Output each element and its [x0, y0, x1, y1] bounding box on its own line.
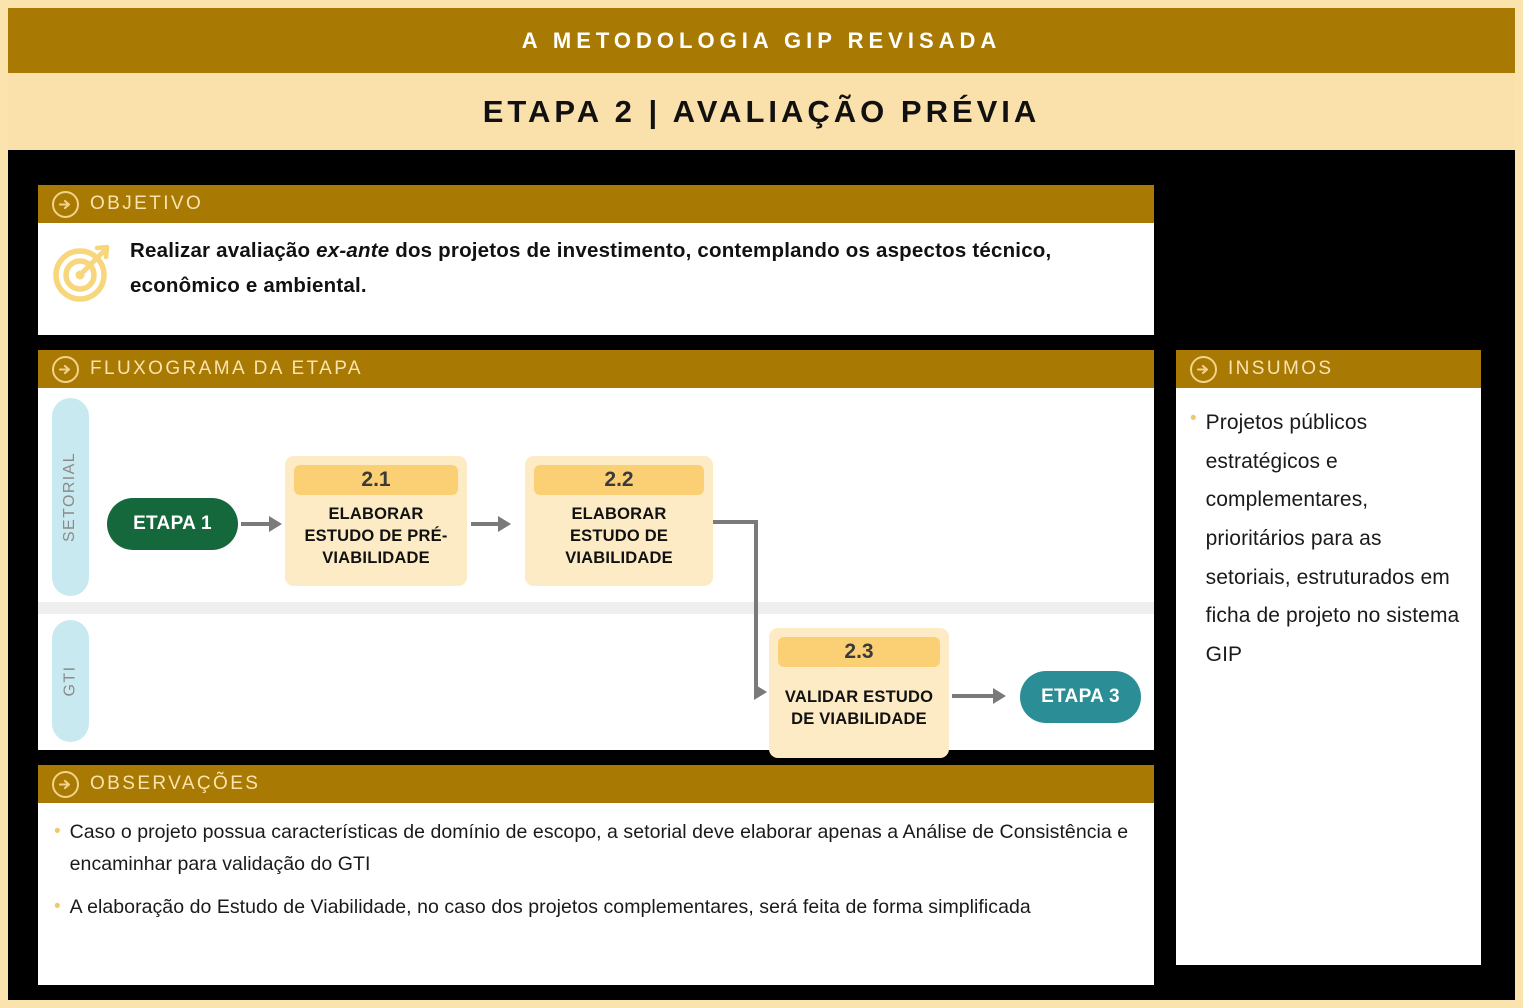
connector-22-to-23-vertical: [754, 520, 758, 694]
bullet-icon: •: [54, 896, 61, 918]
objetivo-body: [38, 223, 1154, 308]
objetivo-text: [130, 233, 1136, 304]
flow-task-2-2-label: ELABORAR ESTUDO DE VIABILIDADE: [565, 504, 673, 568]
target-icon: [52, 241, 114, 308]
list-item: [54, 817, 1134, 880]
lane-divider: [38, 602, 1154, 614]
flow-task-2-1-number: 2.1: [294, 465, 458, 495]
flow-task-2-1-label: ELABORAR ESTUDO DE PRÉ-VIABILIDADE: [304, 504, 448, 568]
stage-title: ETAPA 2 | AVALIAÇÃO PRÉVIA: [482, 93, 1041, 129]
fluxograma-card: [38, 350, 1154, 750]
arrow-right-circle-icon: [52, 771, 79, 798]
connector-22-to-23-horizontal: [713, 520, 758, 524]
objetivo-text-part1: Realizar avaliação: [130, 239, 317, 262]
lane-gti-text: GTI: [61, 665, 79, 697]
flow-task-2-3-number: 2.3: [778, 637, 940, 667]
objetivo-card: [38, 185, 1154, 335]
lane-label-gti: [52, 620, 89, 742]
observacoes-item-text: Caso o projeto possua características de domínio de escopo, a setorial deve elaborar apenas a Análise de Consistência e encaminhar para validação do GTI: [69, 821, 1129, 875]
arrow-head-icon: [754, 684, 767, 700]
flow-diagram: [38, 388, 1154, 750]
flow-node-etapa1-label: ETAPA 1: [133, 513, 212, 534]
flow-task-2-2[interactable]: [525, 456, 713, 586]
arrow-head-icon: [269, 516, 282, 532]
lane-label-setorial: [52, 398, 89, 596]
insumos-list: [1176, 388, 1481, 696]
flow-node-etapa1[interactable]: [107, 498, 238, 550]
bullet-icon: •: [1190, 408, 1197, 429]
arrow-right-circle-icon: [52, 356, 79, 383]
arrow-head-icon: [498, 516, 511, 532]
objetivo-text-part2: dos projetos de investimento, contemplando os aspectos técnico, econômico e ambiental.: [130, 239, 1052, 298]
content-area: [8, 150, 1515, 1000]
observacoes-list: [38, 803, 1154, 946]
observacoes-header-label: OBSERVAÇÕES: [90, 773, 261, 794]
insumos-header: [1176, 350, 1481, 388]
connector-21-to-22: [471, 522, 500, 526]
lane-setorial-text: SETORIAL: [61, 451, 79, 543]
observacoes-header: [38, 765, 1154, 803]
fluxograma-header: [38, 350, 1154, 388]
insumos-item-text: Projetos públicos estratégicos e complementares, prioritários para as setoriais, estruturados em ficha de projeto no sistema GIP: [1205, 411, 1460, 666]
insumos-header-label: INSUMOS: [1228, 358, 1334, 379]
flow-task-2-2-number: 2.2: [534, 465, 704, 495]
fluxograma-header-label: FLUXOGRAMA DA ETAPA: [90, 358, 363, 379]
stage-title-bar: [8, 73, 1515, 150]
objetivo-header: [38, 185, 1154, 223]
flow-task-2-3-label: VALIDAR ESTUDO DE VIABILIDADE: [784, 687, 934, 728]
objetivo-header-label: OBJETIVO: [90, 193, 204, 214]
arrow-right-circle-icon: [52, 191, 79, 218]
flow-node-etapa3-label: ETAPA 3: [1041, 686, 1120, 707]
flow-node-etapa3[interactable]: [1020, 671, 1141, 723]
observacoes-card: [38, 765, 1154, 985]
bullet-icon: •: [54, 821, 61, 842]
list-item: [1190, 404, 1465, 674]
flow-task-2-1[interactable]: [285, 456, 467, 586]
arrow-head-icon: [993, 688, 1006, 704]
list-item: [54, 892, 1134, 924]
flow-task-2-3[interactable]: [769, 628, 949, 758]
observacoes-item-text: A elaboração do Estudo de Viabilidade, no caso dos projetos complementares, será feita de forma simplificada: [69, 896, 1031, 919]
connector-etapa1-to-21: [241, 522, 271, 526]
arrow-right-circle-icon: [1190, 356, 1217, 383]
insumos-card: [1176, 350, 1481, 965]
objetivo-text-emphasis: ex-ante: [316, 239, 390, 262]
main-title-bar: [8, 8, 1515, 73]
connector-23-to-etapa3: [952, 694, 995, 698]
main-title: A METODOLOGIA GIP REVISADA: [521, 27, 1002, 53]
